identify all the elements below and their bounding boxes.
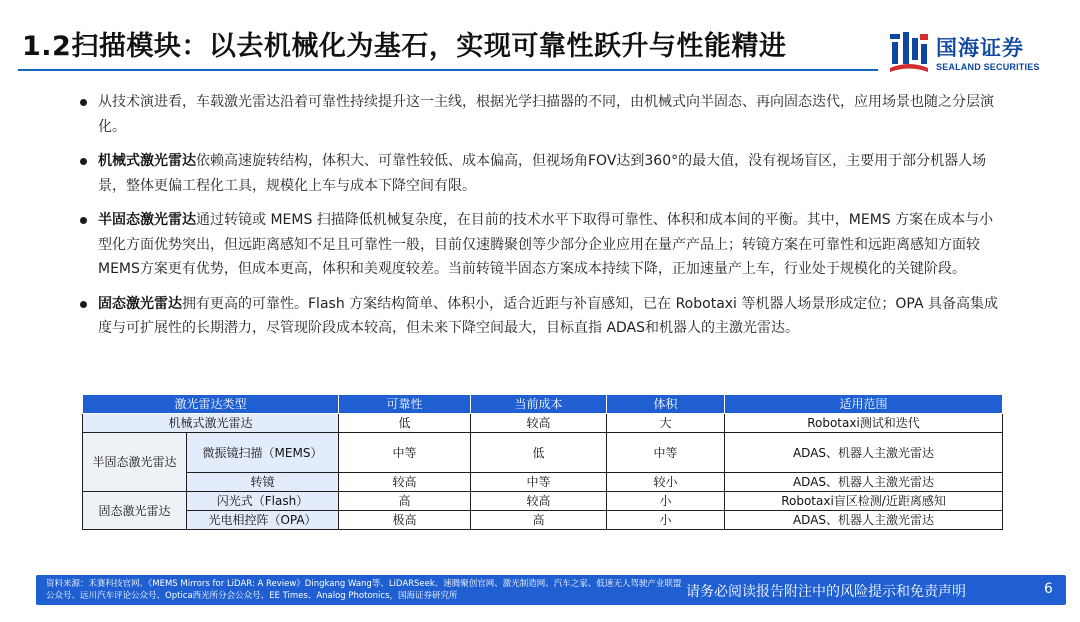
cost-cell: 低 [471,433,607,473]
footer-bar [36,575,1066,605]
reliability-cell: 极高 [339,511,471,530]
table-row [83,492,1003,511]
size-cell: 中等 [607,433,725,473]
type-cell: 机械式激光雷达 [83,414,339,433]
disclaimer-note: 请务必阅读报告附注中的风险提示和免责声明 [686,584,966,600]
header-type: 激光雷达类型 [83,395,339,414]
source-note: 资料来源：禾赛科技官网、《MEMS Mirrors for LiDAR: A Review》Dingkang Wang等、LiDARSeek、速腾聚创官网、激光制造网、汽车之家、低速无人驾驶产业联盟公众号、远川汽车评论公众号、Optica西光所分会公众号、EE Times、Analog Photonics，国海证券研究所 [46,579,682,601]
scope-cell: Robotaxi测试和迭代 [725,414,1003,433]
size-cell: 大 [607,414,725,433]
size-cell: 小 [607,492,725,511]
reliability-cell: 高 [339,492,471,511]
reliability-cell: 较高 [339,473,471,492]
sealand-logo-icon [888,30,930,74]
page-number: 6 [1044,581,1053,597]
bullet-text: 拥有更高的可靠性。Flash 方案结构简单、体积小，适合近距与补盲感知，已在 Robotaxi 等机器人场景形成定位；OPA 具备高集成度与可扩展性的长期潜力，尽管现阶段成本较高，但未来下降空间最大，目标直指 ADAS和机器人的主激光雷达。 [98,295,998,336]
size-cell: 小 [607,511,725,530]
scope-cell: Robotaxi盲区检测/近距离感知 [725,492,1003,511]
bullet-item [74,208,1004,282]
title-divider [18,69,878,71]
bullet-item [74,149,1004,198]
reliability-cell: 中等 [339,433,471,473]
logo-name-cn: 国海证券 [936,36,1024,60]
bullet-item [74,90,1004,139]
subtype-cell: 闪光式（Flash） [187,492,339,511]
group-cell: 半固态激光雷达 [83,433,187,492]
subtype-cell: 光电相控阵（OPA） [187,511,339,530]
reliability-cell: 低 [339,414,471,433]
cost-cell: 中等 [471,473,607,492]
bullet-text: 通过转镜或 MEMS 扫描降低机械复杂度，在目前的技术水平下取得可靠性、体积和成本间的平衡。其中，MEMS 方案在成本与小型化方面优势突出，但远距离感知不足且可靠性一般，目前仅速腾聚创等少部分企业应用在量产产品上；转镜方案在可靠性和远距离感知方面较MEMS方案更有优势，但成本更高，体积和美观度较差。当前转镜半固态方案成本持续下降，正加速量产上车，行业处于规模化的关键阶段。 [98,212,994,277]
cost-cell: 较高 [471,492,607,511]
scope-cell: ADAS、机器人主激光雷达 [725,433,1003,473]
bullet-item [74,292,1004,341]
lidar-comparison-table [82,394,1003,530]
bullet-text: 依赖高速旋转结构，体积大、可靠性较低、成本偏高，但视场角FOV达到360°的最大值，没有视场盲区，主要用于部分机器人场景，整体更偏工程化工具，规模化上车与成本下降空间有限。 [98,153,987,194]
scope-cell: ADAS、机器人主激光雷达 [725,473,1003,492]
table-row [83,433,1003,473]
subtype-cell: 微振镜扫描（MEMS） [187,433,339,473]
subtype-cell: 转镜 [187,473,339,492]
table-row [83,414,1003,433]
cost-cell: 较高 [471,414,607,433]
bullet-text: 从技术演进看，车载激光雷达沿着可靠性持续提升这一主线，根据光学扫描器的不同，由机械式向半固态、再向固态迭代，应用场景也随之分层演化。 [98,94,994,135]
size-cell: 较小 [607,473,725,492]
cost-cell: 高 [471,511,607,530]
slide-header [0,0,1080,80]
page-title: 1.2扫描模块：以去机械化为基石，实现可靠性跃升与性能精进 [22,31,787,62]
table-row [83,511,1003,530]
header-reliability: 可靠性 [339,395,471,414]
header-scope: 适用范围 [725,395,1003,414]
logo-name-en: SEALAND SECURITIES [936,62,1040,72]
bullet-keyword: 机械式激光雷达 [98,153,196,169]
company-logo [888,30,1068,78]
table-header-row [83,395,1003,414]
scope-cell: ADAS、机器人主激光雷达 [725,511,1003,530]
bullet-keyword: 半固态激光雷达 [98,212,196,228]
bullet-keyword: 固态激光雷达 [98,295,182,312]
header-cost: 当前成本 [471,395,607,414]
table-row [83,473,1003,492]
group-cell: 固态激光雷达 [83,492,187,530]
bullet-list [74,90,1004,351]
header-size: 体积 [607,395,725,414]
